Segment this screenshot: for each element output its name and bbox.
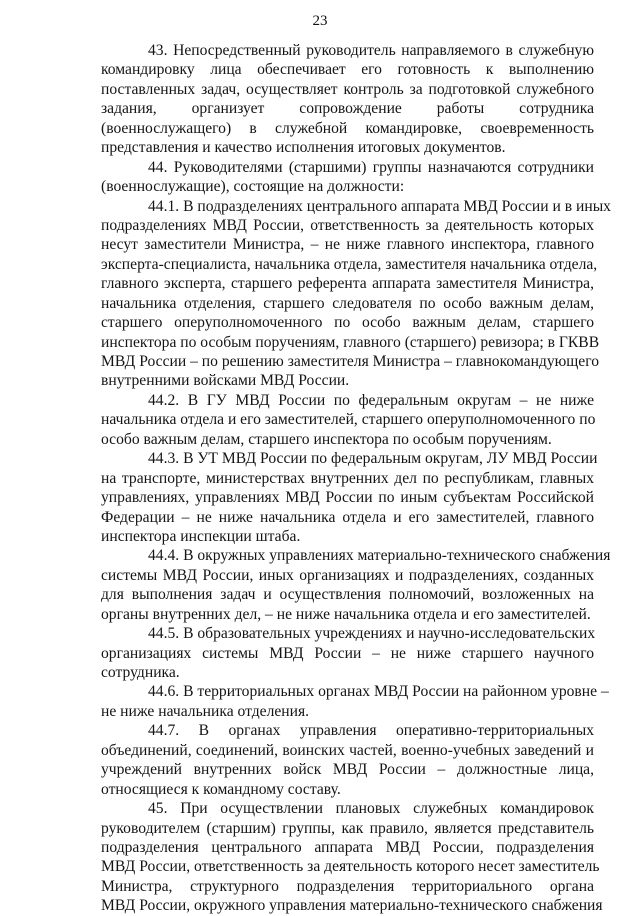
- text-line: 44.4. В окружных управлениях материально-технического снабжения: [148, 547, 611, 565]
- text-line: 45. При осуществлении плановых служебных командировок: [148, 800, 594, 818]
- text-line: на транспорте, министерствах внутренних дел по республикам, главных: [101, 469, 594, 487]
- paragraph-p44-5: [101, 624, 594, 682]
- text-line: подразделениях МВД России, ответственность за деятельность которых: [101, 216, 594, 234]
- text-line: 44.1. В подразделениях центрального аппарата МВД России и в иных: [148, 197, 611, 215]
- paragraph-p44-3: [101, 449, 598, 546]
- document-body: [101, 41, 611, 916]
- text-line: системы МВД России, иных организациях и подразделениях, созданных: [101, 566, 594, 584]
- paragraph-p44-1: [101, 197, 611, 391]
- text-line: организациях системы МВД России – не ниже старшего научного: [101, 644, 594, 662]
- text-line: 44. Руководителями (старшими) группы назначаются сотрудники: [148, 158, 594, 176]
- text-line: 44.7. В органах управления оперативно-территориальных: [148, 722, 594, 740]
- text-line: представления и качество исполнения итоговых документов.: [101, 139, 506, 157]
- paragraph-p44: [101, 158, 594, 197]
- text-line: управлениях, управлениях МВД России по иным субъектам Российской: [101, 489, 594, 507]
- text-line: (военнослужащего) в служебной командировке, своевременность: [101, 119, 594, 137]
- paragraph-p45: [101, 799, 603, 916]
- paragraph-p44-4: [101, 546, 611, 624]
- text-line: сотрудника.: [101, 664, 180, 681]
- text-line: инспектора по особым поручениям, главного (старшего) ревизора; в ГКВВ: [101, 333, 600, 351]
- text-line: главного эксперта, старшего референта аппарата заместителя Министра,: [101, 275, 594, 293]
- text-line: начальника отдела и его заместителей, старшего оперуполномоченного по: [101, 411, 596, 429]
- text-line: 43. Непосредственный руководитель направляемого в служебную: [148, 42, 594, 59]
- text-line: командировку лица обеспечивает его готовность к выполнению: [101, 61, 594, 79]
- text-line: объединений, соединений, воинских частей, военно-учебных заведений и: [101, 741, 594, 759]
- paragraph-p44-2: [101, 391, 594, 449]
- text-line: Министра, структурного подразделения территориального органа: [101, 877, 594, 895]
- text-line: Федерации – не ниже начальника отдела и его заместителей, главного: [101, 508, 594, 526]
- text-line: 44.6. В территориальных органах МВД России на районном уровне –: [148, 683, 609, 701]
- text-line: МВД России, окружного управления материально-технического снабжения: [101, 897, 603, 915]
- paragraph-p44-7: [101, 721, 594, 799]
- text-line: задания, организует сопровождение работы сотрудника: [101, 100, 594, 118]
- text-line: несут заместители Министра, – не ниже главного инспектора, главного: [101, 236, 594, 254]
- text-line: подразделения центрального аппарата МВД России, подразделения: [101, 838, 594, 856]
- text-line: 44.2. В ГУ МВД России по федеральным округам – не ниже: [148, 391, 594, 409]
- text-line: руководителем (старшим) группы, как правило, является представитель: [101, 819, 594, 837]
- text-line: учреждений внутренних войск МВД России – должностные лица,: [101, 761, 594, 779]
- text-line: особо важным делам, старшего инспектора по особым поручениям.: [101, 430, 552, 448]
- text-line: МВД России – по решению заместителя Министра – главнокомандующего: [101, 353, 600, 370]
- text-line: органы внутренних дел, – не ниже начальника отдела и его заместителей.: [101, 605, 591, 623]
- paragraph-p43: [101, 41, 594, 158]
- text-line: инспектора инспекции штаба.: [101, 527, 301, 545]
- text-line: МВД России, ответственность за деятельность которого несет заместитель: [101, 858, 600, 876]
- text-line: 44.5. В образовательных учреждениях и научно-исследовательских: [148, 625, 596, 643]
- text-line: старшего оперуполномоченного по особо важным делам, старшего: [101, 314, 594, 332]
- text-line: не ниже начальника отделения.: [101, 702, 310, 720]
- text-line: 44.3. В УТ МВД России по федеральным округам, ЛУ МВД России: [148, 450, 598, 468]
- page-number: 23: [312, 13, 328, 29]
- text-line: начальника отделения, старшего следователя по особо важным делам,: [101, 294, 594, 312]
- text-line: (военнослужащие), состоящие на должности:: [101, 178, 405, 196]
- text-line: эксперта-специалиста, начальника отдела, заместителя начальника отдела,: [101, 255, 598, 273]
- paragraph-p44-6: [101, 682, 609, 721]
- text-line: поставленных задач, осуществляет контроль за подготовкой служебного: [101, 80, 594, 98]
- text-line: относящиеся к командному составу.: [101, 780, 341, 798]
- text-line: внутренними войсками МВД России.: [101, 372, 350, 390]
- text-line: для выполнения задач и осуществления полномочий, возложенных на: [101, 586, 594, 604]
